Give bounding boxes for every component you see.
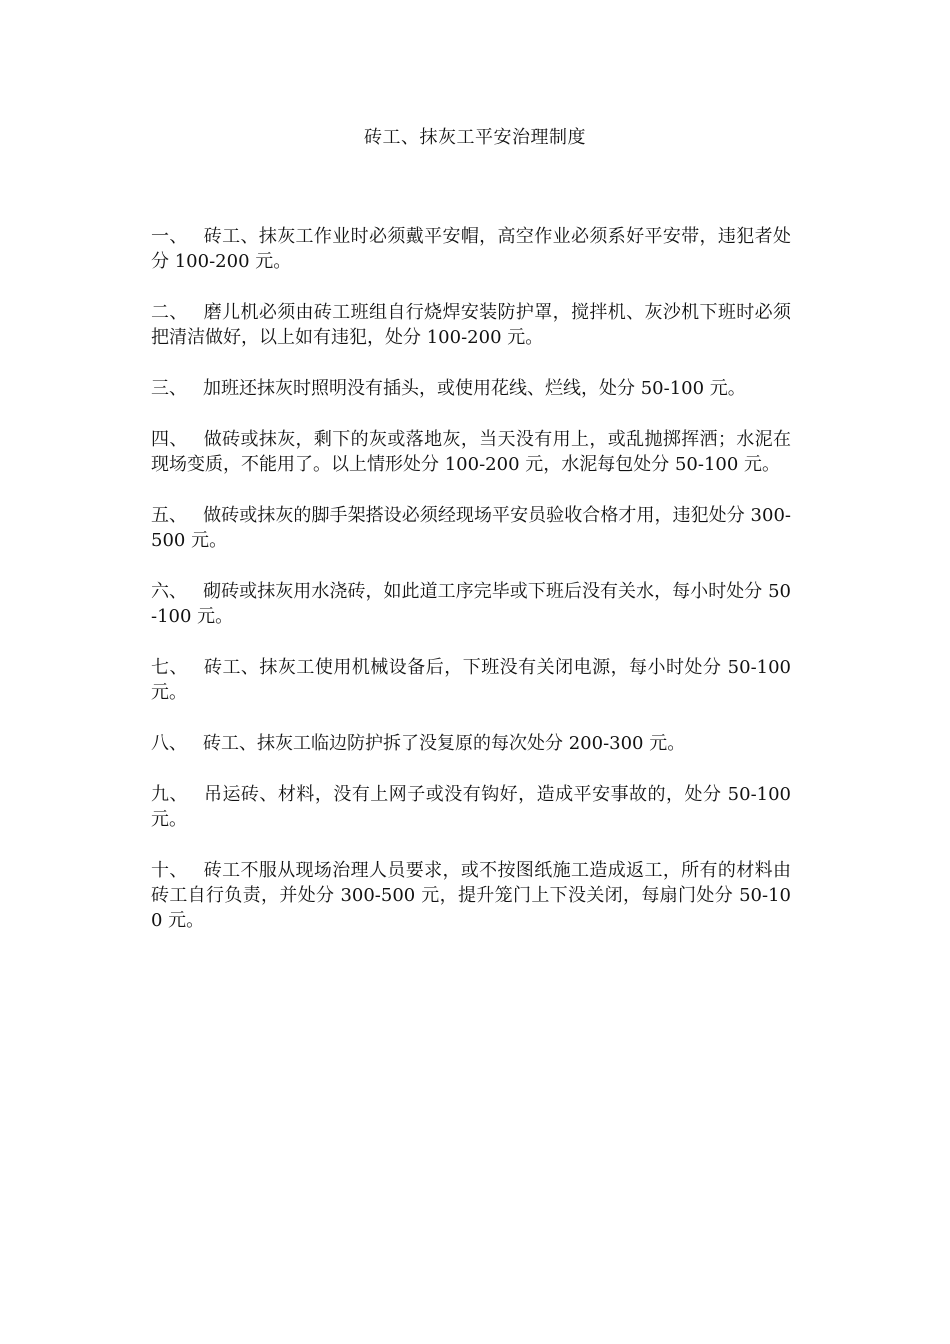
clause-text: 磨儿机必须由砖工班组自行烧焊安装防护罩，搅拌机、灰沙机下班时必须把清洁做好，以上如有违犯，处分 100-200 元。 xyxy=(151,302,792,348)
clause-3 xyxy=(151,376,791,401)
clause-number: 一、 xyxy=(151,226,188,247)
clause-text: 做砖或抹灰，剩下的灰或落地灰，当天没有用上，或乱抛掷挥洒；水泥在现场变质，不能用了。以上情形处分 100-200 元，水泥每包处分 50-100 元。 xyxy=(151,429,792,475)
clause-2 xyxy=(151,300,791,350)
clause-10 xyxy=(151,858,791,933)
clause-5 xyxy=(151,503,791,553)
clause-list xyxy=(151,224,791,959)
clause-9 xyxy=(151,782,791,832)
clause-6 xyxy=(151,579,791,629)
clause-number: 六、 xyxy=(151,581,188,602)
clause-number: 五、 xyxy=(151,505,188,526)
clause-text: 砖工、抹灰工使用机械设备后，下班没有关闭电源，每小时处分 50-100 元。 xyxy=(151,657,792,703)
clause-number: 三、 xyxy=(151,378,187,399)
clause-7 xyxy=(151,655,791,705)
clause-number: 二、 xyxy=(151,302,188,323)
document-title: 砖工、抹灰工平安治理制度 xyxy=(364,127,586,148)
clause-number: 四、 xyxy=(151,429,188,450)
clause-text: 砌砖或抹灰用水浇砖，如此道工序完毕或下班后没有关水，每小时处分 50-100 元。 xyxy=(151,581,792,627)
clause-text: 做砖或抹灰的脚手架搭设必须经现场平安员验收合格才用，违犯处分 300-500 元。 xyxy=(151,505,791,551)
clause-text: 加班还抹灰时照明没有插头，或使用花线、烂线，处分 50-100 元。 xyxy=(203,378,746,399)
clause-text: 吊运砖、材料，没有上网子或没有钩好，造成平安事故的，处分 50-100 元。 xyxy=(151,784,792,830)
clause-number: 十、 xyxy=(151,860,188,881)
clause-text: 砖工不服从现场治理人员要求，或不按图纸施工造成返工，所有的材料由砖工自行负责，并处分 300-500 元，提升笼门上下没关闭，每扇门处分 50-100 元。 xyxy=(151,860,792,931)
clause-text: 砖工、抹灰工临边防护拆了没复原的每次处分 200-300 元。 xyxy=(203,733,686,754)
clause-1 xyxy=(151,224,791,274)
clause-4 xyxy=(151,427,791,477)
clause-8 xyxy=(151,731,791,756)
clause-number: 九、 xyxy=(151,784,188,805)
clause-number: 七、 xyxy=(151,657,188,678)
clause-text: 砖工、抹灰工作业时必须戴平安帽，高空作业必须系好平安带，违犯者处分 100-200 元。 xyxy=(151,226,792,272)
clause-number: 八、 xyxy=(151,733,187,754)
